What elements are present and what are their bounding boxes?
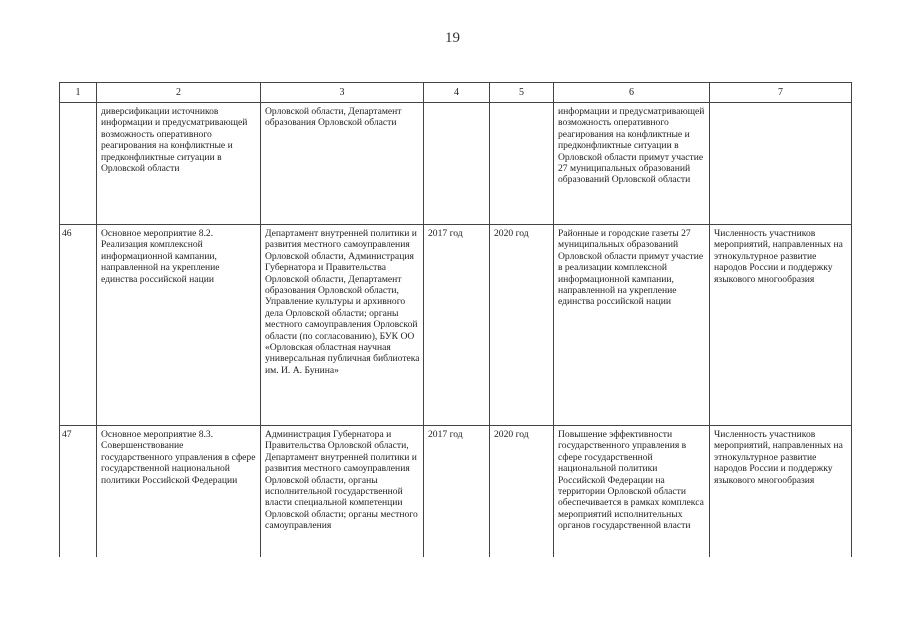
measure-name-cell: диверсификации источников информации и предусматривающей возможность оперативного реагирования на конфликтные и предконфликтные ситуации в Орловской области [97,103,261,225]
column-header: 7 [710,83,852,103]
row-number: 46 [60,225,97,426]
end-year-cell: 2020 год [490,225,554,426]
measure-name-cell: Основное мероприятие 8.2. Реализация комплексной информационной кампании, направленной на укрепление единства российской нации [97,225,261,426]
start-year-cell [424,103,490,225]
table-header-row [60,83,852,103]
column-header: 5 [490,83,554,103]
start-year-cell: 2017 год [424,225,490,426]
result-cell: Районные и городские газеты 27 муниципальных образований Орловской области примут участие в реализации комплексной информационной кампании, направленной на укрепление единства российской нации [554,225,710,426]
end-year-cell: 2020 год [490,426,554,558]
column-header: 3 [261,83,424,103]
start-year-cell: 2017 год [424,426,490,558]
table-row [60,103,852,225]
column-header: 4 [424,83,490,103]
table-row [60,426,852,558]
indicator-cell: Численность участников мероприятий, направленных на этнокультурное развитие народов России и поддержку языкового многообразия [710,225,852,426]
table-row [60,225,852,426]
column-header: 6 [554,83,710,103]
executor-cell: Орловской области, Департамент образования Орловской области [261,103,424,225]
result-cell: информации и предусматривающей возможность оперативного реагирования на конфликтные и предконфликтные ситуации в Орловской области примут участие 27 муниципальных образований образований Орловской области [554,103,710,225]
result-cell: Повышение эффективности государственного управления в сфере государственной национальной политики Российской Федерации на территории Орловской области обеспечивается в рамках комплекса мероприятий исполнительных органов государственной власти [554,426,710,558]
row-number: 47 [60,426,97,558]
row-number [60,103,97,225]
executor-cell: Администрация Губернатора и Правительства Орловской области, Департамент внутренней политики и развития местного самоуправления Орловской области, органы исполнительной государственной власти специальной компетенции Орловской области; органы местного самоуправления [261,426,424,558]
end-year-cell [490,103,554,225]
measures-table [59,82,852,557]
indicator-cell: Численность участников мероприятий, направленных на этнокультурное развитие народов России и поддержку языкового многообразия [710,426,852,558]
page-number: 19 [445,30,460,46]
executor-cell: Департамент внутренней политики и развития местного самоуправления Орловской области, Администрация Губернатора и Правительства Орловской области, Департамент образования Орловской области, Управление культуры и архивного дела Орловской области; органы местного самоуправления Орловской области (по согласованию), БУК ОО «Орловская областная научная универсальная публичная библиотека им. И. А. Бунина» [261,225,424,426]
column-header: 1 [60,83,97,103]
column-header: 2 [97,83,261,103]
measure-name-cell: Основное мероприятие 8.3. Совершенствование государственного управления в сфере государственной национальной политики Российской Федерации [97,426,261,558]
indicator-cell [710,103,852,225]
